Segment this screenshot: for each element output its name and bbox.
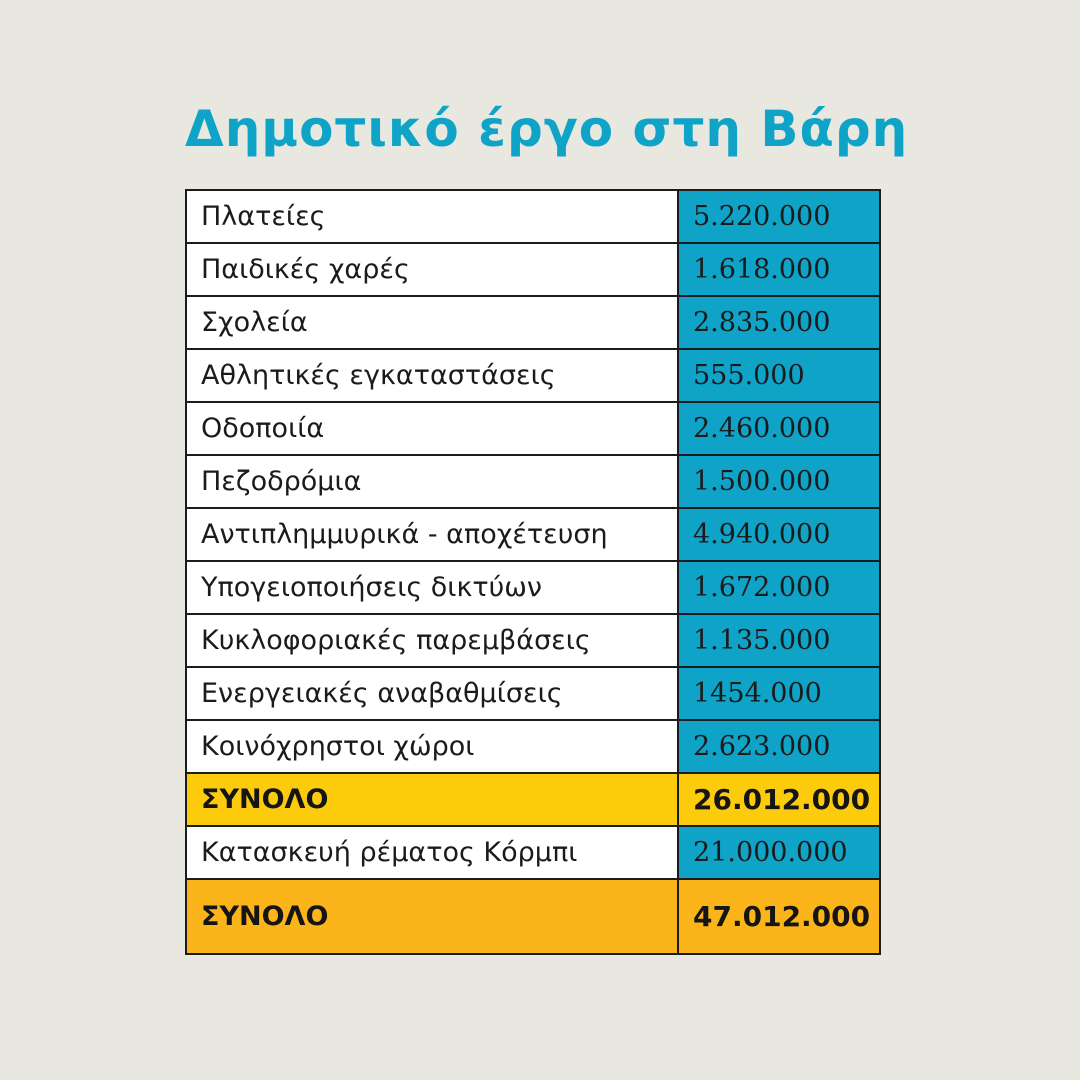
row-label: Οδοποιία <box>186 402 678 455</box>
row-label: Κατασκευή ρέματος Κόρμπι <box>186 826 678 879</box>
row-label: Αντιπλημμυρικά - αποχέτευση <box>186 508 678 561</box>
row-label: Κοινόχρηστοι χώροι <box>186 720 678 773</box>
row-value: 1.135.000 <box>678 614 880 667</box>
table-row <box>186 243 880 296</box>
row-label: Παιδικές χαρές <box>186 243 678 296</box>
row-label: Πεζοδρόμια <box>186 455 678 508</box>
row-label: Ενεργειακές αναβαθμίσεις <box>186 667 678 720</box>
row-label: Σχολεία <box>186 296 678 349</box>
row-value: 1.672.000 <box>678 561 880 614</box>
row-label: Αθλητικές εγκαταστάσεις <box>186 349 678 402</box>
page-title: Δημοτικό έργο στη Βάρη <box>185 100 909 158</box>
table-row <box>186 296 880 349</box>
row-value: 555.000 <box>678 349 880 402</box>
table-row <box>186 402 880 455</box>
table-row <box>186 826 880 879</box>
table-row <box>186 614 880 667</box>
row-label: Υπογειοποιήσεις δικτύων <box>186 561 678 614</box>
row-value: 1.500.000 <box>678 455 880 508</box>
table-row <box>186 455 880 508</box>
subtotal-label: ΣΥΝΟΛΟ <box>186 773 678 826</box>
subtotal-value: 26.012.000 <box>678 773 880 826</box>
row-label: Πλατείες <box>186 190 678 243</box>
row-value: 21.000.000 <box>678 826 880 879</box>
budget-table <box>185 189 881 955</box>
total-value: 47.012.000 <box>678 879 880 954</box>
row-value: 2.623.000 <box>678 720 880 773</box>
table-row <box>186 667 880 720</box>
row-value: 4.940.000 <box>678 508 880 561</box>
row-value: 1454.000 <box>678 667 880 720</box>
table-row <box>186 190 880 243</box>
table-row <box>186 508 880 561</box>
table-row <box>186 349 880 402</box>
table-row <box>186 720 880 773</box>
row-label: Κυκλοφοριακές παρεμβάσεις <box>186 614 678 667</box>
total-label: ΣΥΝΟΛΟ <box>186 879 678 954</box>
row-value: 5.220.000 <box>678 190 880 243</box>
table-row <box>186 561 880 614</box>
row-value: 2.835.000 <box>678 296 880 349</box>
row-value: 2.460.000 <box>678 402 880 455</box>
subtotal-row <box>186 773 880 826</box>
row-value: 1.618.000 <box>678 243 880 296</box>
total-row <box>186 879 880 954</box>
